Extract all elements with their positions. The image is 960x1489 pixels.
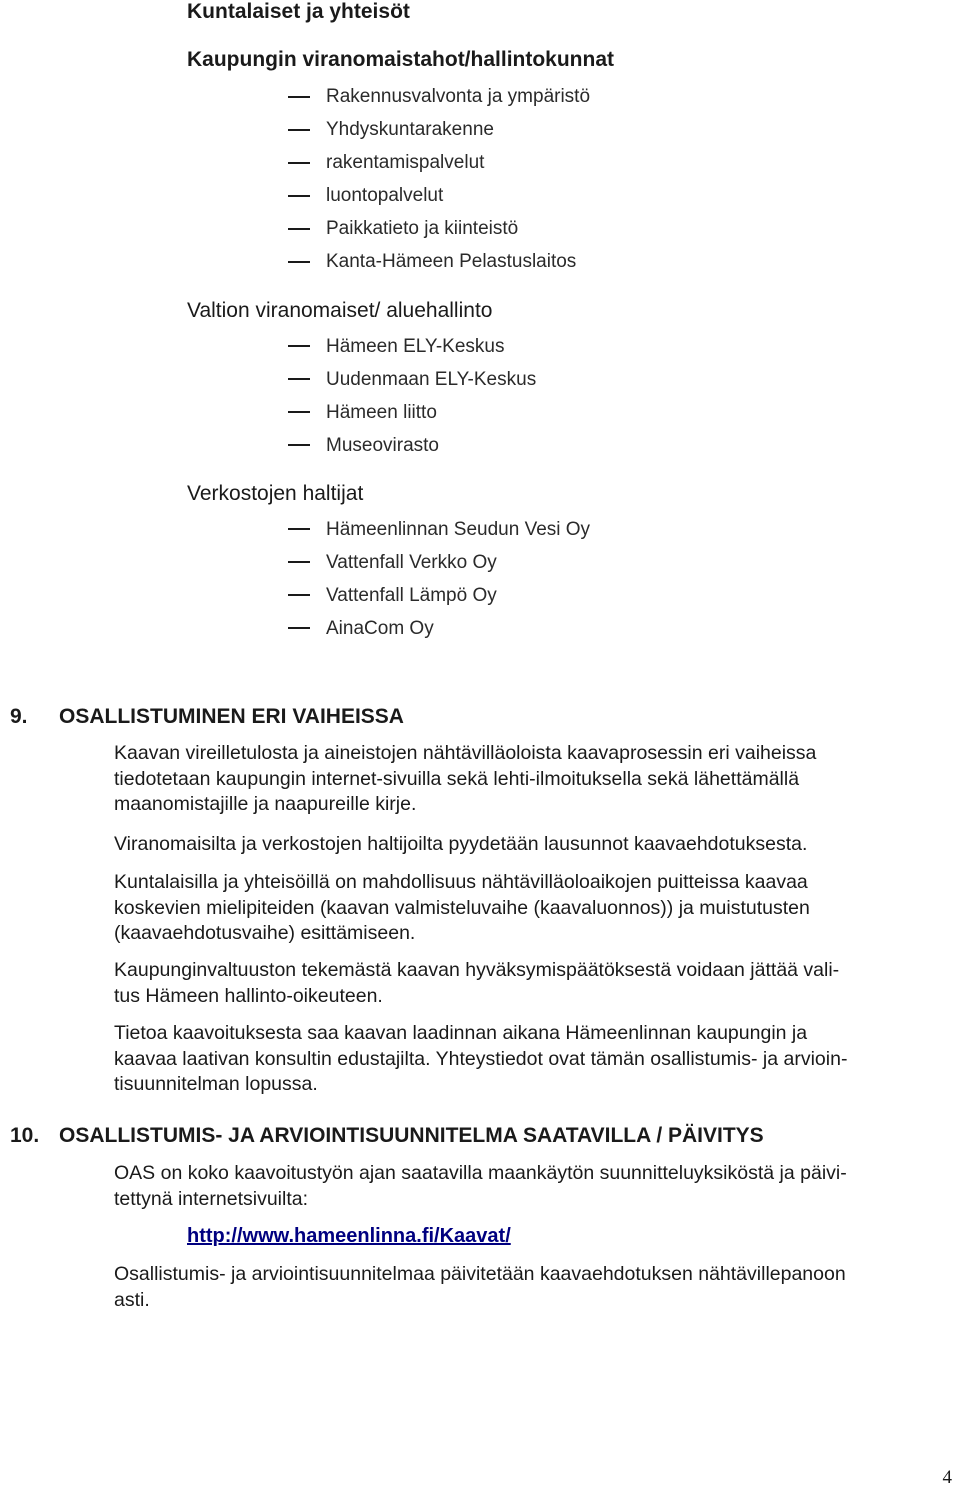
paragraph-line: tisuunnitelman lopussa. xyxy=(114,1073,318,1095)
section-9-title: OSALLISTUMINEN ERI VAIHEISSA xyxy=(59,705,404,728)
list-dash xyxy=(288,129,310,131)
list-dash xyxy=(288,162,310,164)
list-dash xyxy=(288,561,310,563)
list-item: luontopalvelut xyxy=(326,185,444,206)
paragraph-line: Kaavan vireilletulosta ja aineistojen nähtävilläoloista kaavaprosessin eri vaiheissa xyxy=(114,742,817,764)
list-item: Vattenfall Verkko Oy xyxy=(326,552,497,573)
paragraph-line: koskevien mielipiteiden (kaavan valmisteluvaihe (kaavaluonnos)) ja muistutusten xyxy=(114,896,810,919)
list-item: Kanta-Hämeen Pelastuslaitos xyxy=(326,251,577,272)
list-dash xyxy=(288,261,310,263)
list-item: Hämeen liitto xyxy=(326,402,437,423)
list-item: Paikkatieto ja kiinteistö xyxy=(326,218,519,239)
section-9-paragraph-1 xyxy=(114,741,954,818)
list-dash xyxy=(288,411,310,413)
heading-kuntalaiset: Kuntalaiset ja yhteisöt xyxy=(187,0,410,23)
kaavat-link[interactable]: http://www.hameenlinna.fi/Kaavat/ xyxy=(187,1225,511,1247)
paragraph-line: Kuntalaisilla ja yhteisöillä on mahdollisuus nähtävilläoloaikojen puitteissa kaavaa xyxy=(114,871,808,893)
paragraph-line: maanomistajille ja naapureille kirje. xyxy=(114,793,417,815)
list-item: Vattenfall Lämpö Oy xyxy=(326,585,497,606)
section-9-number: 9. xyxy=(10,705,28,728)
list-dash xyxy=(288,96,310,98)
page-number: 4 xyxy=(942,1467,952,1488)
paragraph-line: Kaupunginvaltuuston tekemästä kaavan hyväksymispäätöksestä voidaan jättää vali- xyxy=(114,959,840,981)
paragraph-line: tettynä internetsivuilta: xyxy=(114,1187,309,1210)
list-dash xyxy=(288,594,310,596)
section-10-title: OSALLISTUMIS- JA ARVIOINTISUUNNITELMA SAATAVILLA / PÄIVITYS xyxy=(59,1124,764,1147)
list-dash xyxy=(288,195,310,197)
group-title-kaupungin: Kaupungin viranomaistahot/hallintokunnat xyxy=(187,48,615,71)
list-dash xyxy=(288,444,310,446)
section-10-number: 10. xyxy=(10,1124,40,1147)
section-9-paragraph-3 xyxy=(114,870,954,947)
list-item: Museovirasto xyxy=(326,435,439,456)
group-title-verkostojen: Verkostojen haltijat xyxy=(187,482,364,505)
paragraph-line: OAS on koko kaavoitustyön ajan saatavilla maankäytön suunnitteluyksiköstä ja päivi- xyxy=(114,1162,847,1184)
section-10-paragraph-1 xyxy=(114,1161,954,1212)
paragraph-line: Tietoa kaavoituksesta saa kaavan laadinnan aikana Hämeenlinnan kaupungin ja xyxy=(114,1022,808,1044)
list-item: Hämeenlinnan Seudun Vesi Oy xyxy=(326,519,591,540)
paragraph-line: asti. xyxy=(114,1288,150,1311)
list-item: Yhdyskuntarakenne xyxy=(326,119,494,140)
section-9-paragraph-2 xyxy=(114,832,954,858)
section-9-paragraph-4 xyxy=(114,958,954,1009)
list-item: Hämeen ELY-Keskus xyxy=(326,336,505,357)
paragraph-line: tiedotetaan kaupungin internet-sivuilla sekä lehti-ilmoituksella sekä lähettämällä xyxy=(114,767,800,790)
list-item: Rakennusvalvonta ja ympäristö xyxy=(326,86,591,107)
list-item: rakentamispalvelut xyxy=(326,152,485,173)
list-dash xyxy=(288,378,310,380)
paragraph-line: kaavaa laativan konsultin edustajilta. Yhteystiedot ovat tämän osallistumis- ja arvioin- xyxy=(114,1047,848,1070)
list-item: AinaCom Oy xyxy=(326,618,434,639)
list-dash xyxy=(288,528,310,530)
list-dash xyxy=(288,228,310,230)
list-item: Uudenmaan ELY-Keskus xyxy=(326,369,537,390)
list-dash xyxy=(288,627,310,629)
section-10-paragraph-2 xyxy=(114,1262,954,1313)
list-dash xyxy=(288,345,310,347)
group-title-valtion: Valtion viranomaiset/ aluehallinto xyxy=(187,299,493,322)
paragraph-line: tus Hämeen hallinto-oikeuteen. xyxy=(114,984,383,1007)
paragraph-line: (kaavaehdotusvaihe) esittämiseen. xyxy=(114,922,416,944)
paragraph-line: Osallistumis- ja arviointisuunnitelmaa päivitetään kaavaehdotuksen nähtävillepanoon xyxy=(114,1263,846,1285)
section-9-paragraph-5 xyxy=(114,1021,954,1098)
paragraph-line: Viranomaisilta ja verkostojen haltijoilta pyydetään lausunnot kaavaehdotuksesta. xyxy=(114,833,808,855)
